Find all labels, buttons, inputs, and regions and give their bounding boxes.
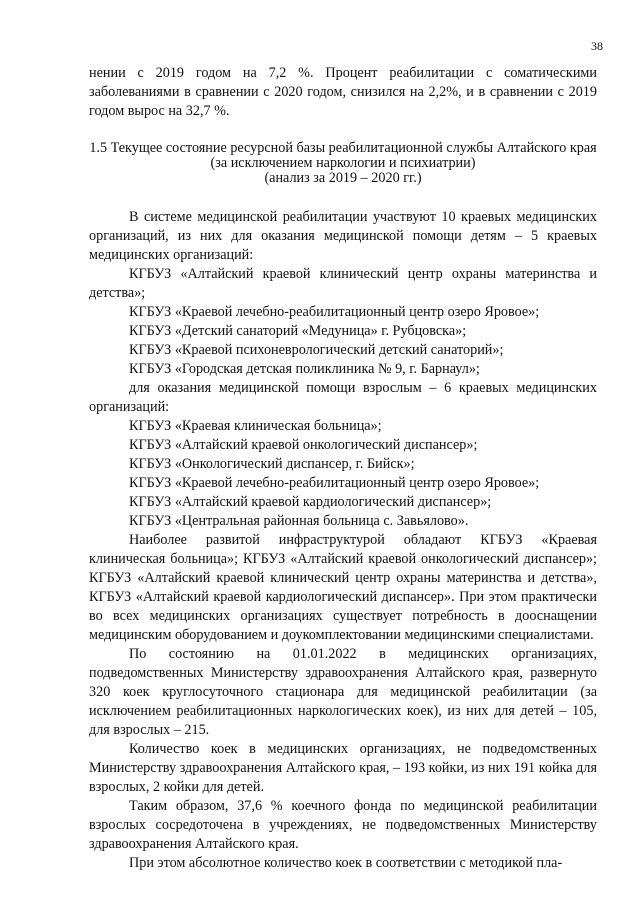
infrastructure-paragraph: Наиболее развитой инфраструктурой обладают КГБУЗ «Краевая клиническая больница»; КГБУЗ «Алтайский краевой онкологический диспансер»; КГБУЗ «Алтайский краевой клинический центр охраны материнства и детства», КГБУЗ «Алтайский краевой кардиологический диспансер». При этом практически во всех медицинских организациях существует потребность в дооснащении медицинским оборудованием и доукомплектовании медицинскими специалистами. bbox=[89, 532, 597, 643]
adult-org-item: КГБУЗ «Алтайский краевой онкологический диспансер»; bbox=[129, 437, 478, 453]
children-org-item: КГБУЗ «Детский санаторий «Медуница» г. Рубцовска»; bbox=[129, 323, 467, 339]
children-org-item: КГБУЗ «Алтайский краевой клинический центр охраны материнства и детства»; bbox=[89, 266, 597, 301]
intro-paragraph: нении с 2019 годом на 7,2 %. Процент реабилитации с соматическими заболеваниями в сравнении с 2020 годом, снизился на 2,2%, и в сравнении с 2019 годом вырос на 32,7 %. bbox=[89, 65, 597, 119]
beds-other-paragraph: Количество коек в медицинских организациях, не подведомственных Министерству здравоохранения Алтайского края, – 193 койки, из них 191 койка для взрослых, 2 койки для детей. bbox=[89, 741, 597, 795]
section-heading-title: 1.5 Текущее состояние ресурсной базы реабилитационной службы Алтайского края (за исключением наркологии и психиатрии) bbox=[89, 140, 597, 171]
last-paragraph: При этом абсолютное количество коек в соответствии с методикой пла- bbox=[129, 855, 563, 871]
adult-org-item: КГБУЗ «Краевой лечебно-реабилитационный центр озеро Яровое»; bbox=[129, 475, 540, 491]
children-org-item: КГБУЗ «Краевой лечебно-реабилитационный центр озеро Яровое»; bbox=[129, 304, 540, 320]
adult-org-item: КГБУЗ «Онкологический диспансер, г. Бийск»; bbox=[129, 456, 415, 472]
share-paragraph: Таким образом, 37,6 % коечного фонда по медицинской реабилитации взрослых сосредоточена в учреждениях, не подведомственных Министерству здравоохранения Алтайского края. bbox=[89, 798, 597, 852]
adult-org-item: КГБУЗ «Алтайский краевой кардиологический диспансер»; bbox=[129, 494, 492, 510]
children-org-item: КГБУЗ «Городская детская поликлиника № 9, г. Барнаул»; bbox=[129, 361, 480, 377]
adult-org-item: КГБУЗ «Краевая клиническая больница»; bbox=[129, 418, 382, 434]
children-org-item: КГБУЗ «Краевой психоневрологический детский санаторий»; bbox=[129, 342, 504, 358]
page-number: 38 bbox=[591, 39, 603, 53]
document-body bbox=[89, 64, 597, 873]
adults-intro: для оказания медицинской помощи взрослым – 6 краевых медицинских организаций: bbox=[89, 380, 597, 415]
adult-org-item: КГБУЗ «Центральная районная больница с. Завьялово». bbox=[129, 513, 469, 529]
beds-paragraph: По состоянию на 01.01.2022 в медицинских организациях, подведомственных Министерству здравоохранения Алтайского края, развернуто 320 коек круглосуточного стационара для медицинской реабилитации (за исключением реабилитационных наркологических коек), из них для детей – 105, для взрослых – 215. bbox=[89, 646, 597, 738]
section-heading-period: (анализ за 2019 – 2020 гг.) bbox=[264, 170, 422, 186]
participants-paragraph: В системе медицинской реабилитации участвуют 10 краевых медицинских организаций, из них для оказания медицинской помощи детям – 5 краевых медицинских организаций: bbox=[89, 209, 597, 263]
section-heading bbox=[89, 141, 597, 186]
